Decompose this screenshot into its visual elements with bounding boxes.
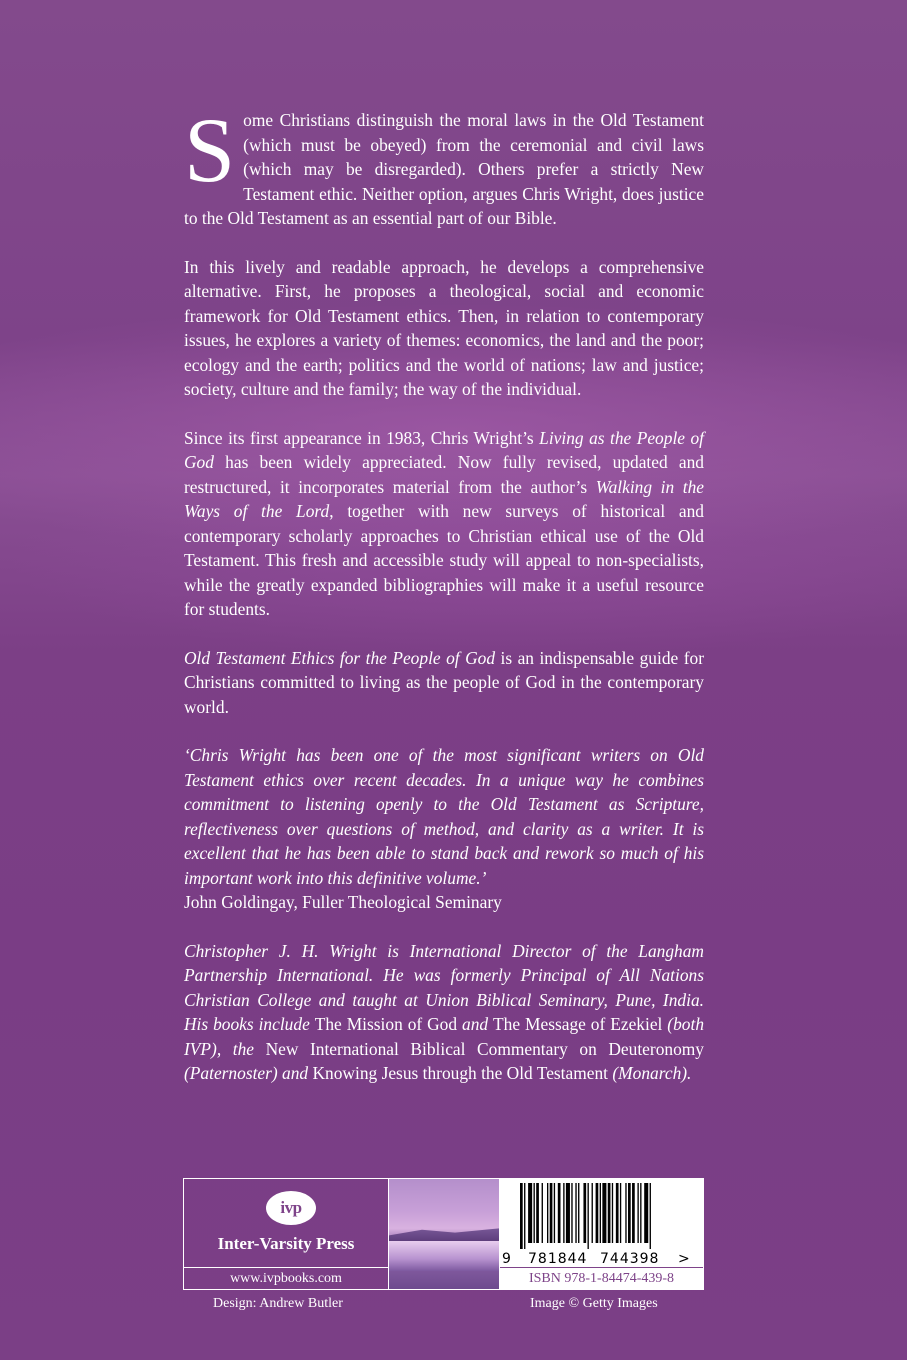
- barcode-bar: [602, 1183, 606, 1243]
- title-walking-in-ways: Walking in the Ways of the Lord: [184, 476, 704, 521]
- bio-text-a: Christopher J. H. Wright is International Director of the Langham Partnership International. He was formerly Principal of All Nations Christian College and taught at Union Biblical Seminary, Pune, India. His books include: [184, 940, 704, 1034]
- bio-book-mission: The Mission of God: [314, 1014, 458, 1034]
- publisher-url: www.ivpbooks.com: [184, 1267, 388, 1290]
- barcode-bar: [588, 1183, 589, 1249]
- barcode-bar: [608, 1183, 611, 1243]
- barcode-bar: [637, 1183, 638, 1243]
- bio-text-and: and: [457, 1014, 494, 1034]
- barcode-bar: [534, 1183, 535, 1243]
- barcode-icon: [506, 1183, 696, 1249]
- barcode-bar: [563, 1183, 564, 1243]
- barcode-bar: [640, 1183, 641, 1243]
- barcode-bar: [554, 1183, 555, 1243]
- bio-text-monarch: (Monarch).: [608, 1063, 692, 1083]
- barcode-bar: [600, 1183, 601, 1243]
- barcode-arrow: >: [678, 1251, 691, 1267]
- bio-book-knowing-jesus: Knowing Jesus through the Old Testament: [312, 1063, 609, 1083]
- barcode-bar: [547, 1183, 548, 1243]
- barcode-group-1: 781844: [528, 1251, 588, 1267]
- barcode-bar: [612, 1183, 613, 1243]
- barcode-first-digit: 9: [502, 1251, 512, 1267]
- barcode-bar: [592, 1183, 593, 1243]
- thumbnail-hill: [389, 1227, 499, 1241]
- paragraph-intro: [184, 99, 704, 231]
- author-bio: [184, 939, 704, 1086]
- book-title: Old Testament Ethics for the People of God: [184, 647, 496, 668]
- design-credit: Design: Andrew Butler: [213, 1296, 343, 1311]
- endorsement-quote: ‘Chris Wright has been one of the most significant writers on Old Testament ethics over recent decades. In a unique way he combines commitment to listening openly to the Old Testament as Scripture, reflectiveness over questions of method, and clarity as a writer. It is excellent that he has been able to stand back and rework so much of his important work into this definitive volume.’: [184, 745, 704, 888]
- barcode-bar: [625, 1183, 626, 1243]
- barcode-bar: [632, 1183, 635, 1243]
- endorsement: [184, 743, 704, 915]
- barcode-bar: [542, 1183, 543, 1243]
- ivp-logo: [266, 1191, 316, 1225]
- barcode-bar: [620, 1183, 621, 1243]
- barcode-bar: [578, 1183, 579, 1243]
- barcode-bar: [575, 1183, 576, 1243]
- bio-book-deuteronomy: New International Biblical Commentary on Deuteronomy: [265, 1038, 704, 1059]
- barcode-block: [499, 1179, 703, 1289]
- barcode-bar: [566, 1183, 570, 1243]
- history-text-c: , together with new surveys of historical and contemporary scholarly approaches to Christian ethical use of the Old Testament. This fresh and accessible study will appeal to non-specialists, while the greatly expanded bibliographies will make it a useful resource for students.: [184, 501, 705, 619]
- history-text-a: Since its first appearance in 1983, Chris Wright’s: [184, 427, 540, 448]
- isbn-number: ISBN 978-1-84474-439-8: [500, 1267, 703, 1290]
- image-credit: Image © Getty Images: [530, 1296, 658, 1311]
- barcode-bar: [616, 1183, 619, 1243]
- title-living-as-people: Living as the People of God: [184, 427, 704, 472]
- barcode-group-2: 744398: [600, 1251, 660, 1267]
- publisher-block: [184, 1179, 389, 1289]
- barcode-bar: [536, 1183, 539, 1243]
- publisher-name: Inter-Varsity Press: [217, 1234, 355, 1253]
- thumbnail-water: [389, 1241, 499, 1271]
- barcode-bar: [644, 1183, 648, 1243]
- summary-text: is an indispensable guide for Christians committed to living as the people of God in the contemporary world.: [184, 647, 704, 717]
- paragraph-approach: In this lively and readable approach, he develops a comprehensive alternative. First, he proposes a theological, social and economic framework for Old Testament ethics. Then, in relation to contemporary issues, he explores a variety of themes: economics, the land and the poor; ecology and the earth; politics and the world of nations; law and justice; society, culture and the family; the way of the individual.: [184, 256, 704, 399]
- intro-text: ome Christians distinguish the moral laws in the Old Testament (which must be obeyed) from the ceremonial and civil laws (which may be disregarded). Others prefer a strictly New Testament ethic. Neither option, argues Chris Wright, does justice to the Old Testament as an essential part of our Bible.: [184, 110, 704, 228]
- barcode-bar: [524, 1183, 525, 1249]
- paragraph-summary: [184, 646, 704, 720]
- endorsement-attribution: John Goldingay, Fuller Theological Seminary: [184, 892, 502, 912]
- logo-text: ivp: [280, 1198, 302, 1217]
- bio-text-ivp: (both IVP), the: [184, 1014, 705, 1059]
- bio-book-ezekiel: The Message of Ezekiel: [493, 1014, 663, 1034]
- cover-thumbnail-image: [389, 1179, 499, 1289]
- barcode-bar: [550, 1183, 553, 1243]
- back-cover-text: [184, 99, 705, 1110]
- paragraph-history: [184, 426, 704, 622]
- barcode-bar: [583, 1183, 586, 1243]
- drop-cap: S: [184, 99, 236, 201]
- bio-text-paternoster: (Paternoster) and: [184, 1063, 313, 1083]
- publisher-panel: [183, 1178, 704, 1290]
- barcode-bar: [650, 1183, 651, 1249]
- barcode-bar: [520, 1183, 523, 1249]
- barcode-bar: [596, 1183, 599, 1243]
- barcode-bar: [528, 1183, 532, 1243]
- history-text-b: has been widely appreciated. Now fully revised, updated and restructured, it incorporates material from the author’s: [184, 452, 704, 497]
- barcode-bar: [571, 1183, 572, 1243]
- barcode-bar: [558, 1183, 561, 1243]
- barcode-bar: [628, 1183, 631, 1243]
